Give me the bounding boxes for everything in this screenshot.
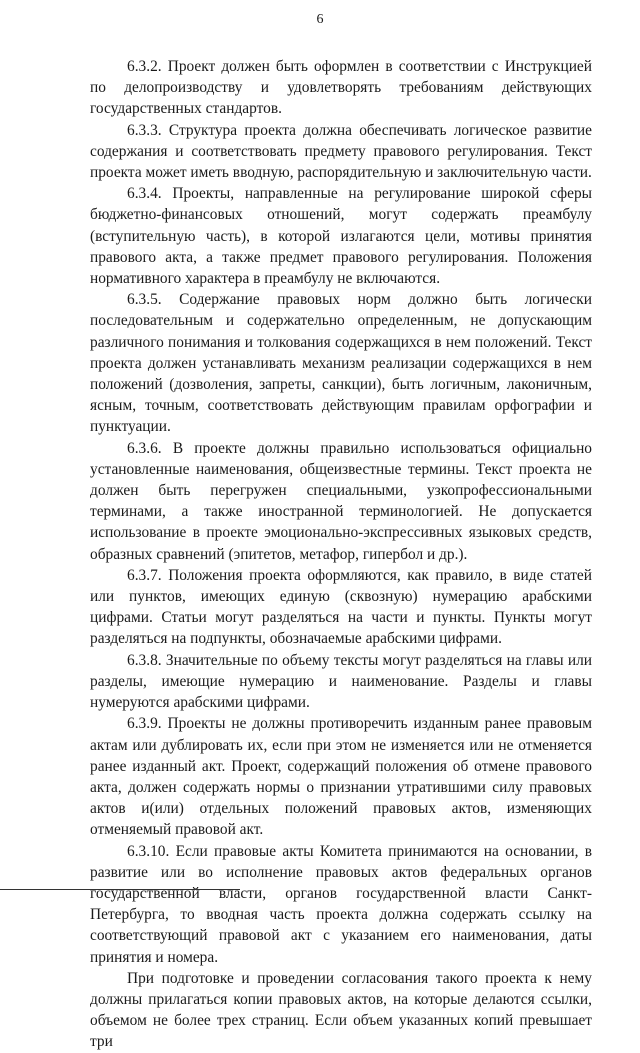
document-body	[90, 56, 592, 1053]
paragraph-continuation: При подготовке и проведении согласования такого проекта к нему должны прилагаться копии правовых актов, на которые делаются ссылки, объемом не более трех страниц. Если объем указанных копий превышает три	[90, 969, 592, 1051]
paragraph-6-3-9: 6.3.9. Проекты не должны противоречить изданным ранее правовым актам или дублировать их, если при этом не изменяется или не отменяется ранее изданный акт. Проект, содержащий положения об отмене правового акта, должен содержать нормы о признании утратившими силу правовых актов и(или) отдельных положений правовых актов, изменяющих отменяемый правовой акт.	[90, 715, 592, 839]
paragraph-6-3-4: 6.3.4. Проекты, направленные на регулирование широкой сферы бюджетно-финансовых отношений, могут содержать преамбулу (вступительную часть), в которой излагаются цели, мотивы принятия правового акта, а также предмет правового регулирования. Положения нормативного характера в преамбулу не включаются.	[90, 185, 592, 288]
paragraph-6-3-5: 6.3.5. Содержание правовых норм должно быть логически последовательным и содержательно определенным, не допускающим различного понимания и толкования содержащихся в нем положений. Текст проекта должен устанавливать механизм реализации содержащихся в нем положений (дозволения, запреты, санкции), быть логичным, лаконичным, ясным, точным, соответствовать действующим правилам орфографии и пунктуации.	[90, 291, 592, 436]
paragraph-6-3-8: 6.3.8. Значительные по объему тексты могут разделяться на главы или разделы, имеющие нумерацию и наименование. Разделы и главы нумеруются арабскими цифрами.	[90, 651, 592, 712]
paragraph-6-3-6: 6.3.6. В проекте должны правильно использоваться официально установленные наименования, общеизвестные термины. Текст проекта не должен быть перегружен специальными, узкопрофессиональными терминами, а также иностранной терминологией. Не допускается использование в проекте эмоционально-экспрессивных языковых средств, образных сравнений (эпитетов, метафор, гипербол и др.).	[90, 439, 592, 563]
paragraph-6-3-2: 6.3.2. Проект должен быть оформлен в соответствии с Инструкцией по делопроизводству и удовлетворять требованиям действующих государственных стандартов.	[90, 58, 592, 118]
paragraph-6-3-10: 6.3.10. Если правовые акты Комитета принимаются на основании, в развитие или во исполнение правовых актов федеральных органов государственной власти, органов государственной власти Санкт-Петербурга, то вводная часть проекта должна содержать ссылку на соответствующий правовой акт с указанием его наименования, даты принятия и номера.	[90, 842, 592, 966]
footnote-divider	[0, 889, 240, 890]
page-number: 6	[316, 12, 324, 27]
paragraph-6-3-7: 6.3.7. Положения проекта оформляются, как правило, в виде статей или пунктов, имеющих единую (сквозную) нумерацию арабскими цифрами. Статьи могут разделяться на части и пункты. Пункты могут разделяться на подпункты, обозначаемые арабскими цифрами.	[90, 566, 592, 648]
paragraph-6-3-3: 6.3.3. Структура проекта должна обеспечивать логическое развитие содержания и соответствовать предмету правового регулирования. Текст проекта может иметь вводную, распорядительную и заключительную части.	[90, 121, 592, 182]
